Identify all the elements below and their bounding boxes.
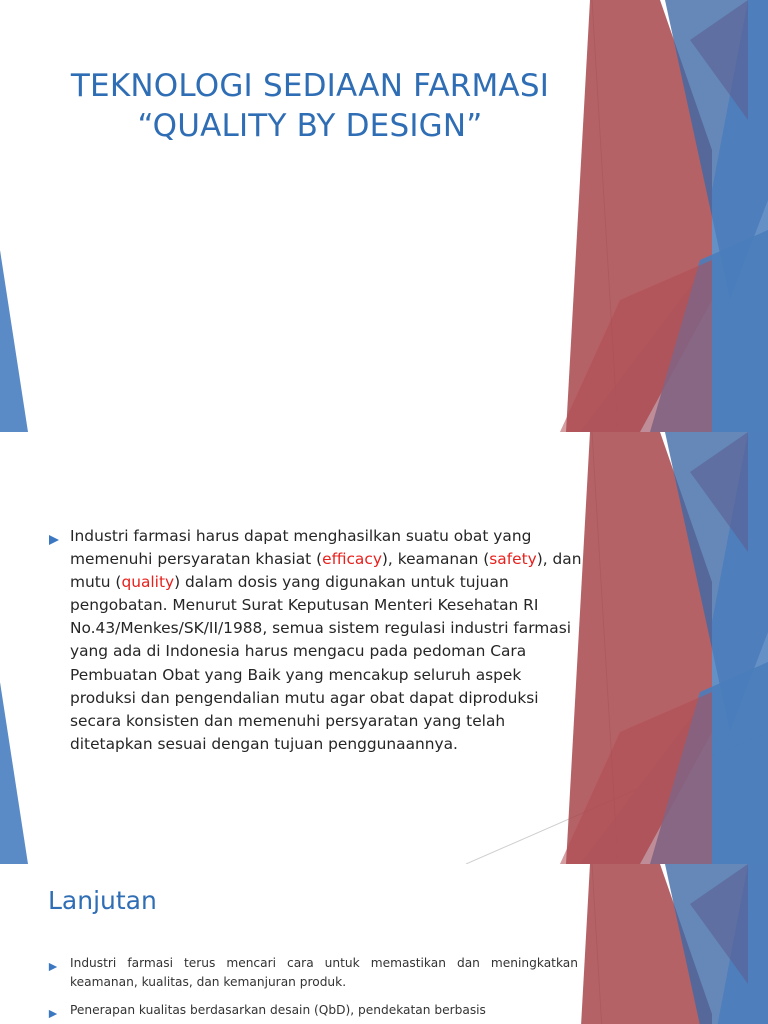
list-item-text: Industri farmasi terus mencari cara untuk memastikan dan meningkatkan keamanan, kualitas, dan kemanjuran produk. bbox=[70, 956, 578, 989]
text-segment: ), dan mutu ( bbox=[70, 550, 582, 592]
text-segment: ) dalam dosis yang digunakan untuk tujuan pengobatan. Menurut Surat Keputusan Menteri Kesehatan RI No.43/Menkes/SK/II/1988, semua sistem regulasi industri farmasi yang ada di Indonesia harus mengacu pada pedoman Cara Pembuatan Obat yang Baik yang mencakup seluruh aspek produksi dan pengendalian mutu agar obat dapat diproduksi secara konsisten dan memenuhi persyaratan yang telah ditetapkan sesuai dengan tujuan penggunaannya. bbox=[70, 573, 571, 753]
decorative-shapes-right bbox=[0, 0, 768, 432]
list-item bbox=[48, 1001, 578, 1023]
title-line-2: “QUALITY BY DESIGN” bbox=[137, 108, 483, 144]
list-item-text: Penerapan kualitas berdasarkan desain (QbD), pendekatan berbasis bbox=[70, 1003, 486, 1017]
slide-title-heading bbox=[40, 66, 580, 146]
bullet-paragraph bbox=[70, 525, 588, 756]
list-item bbox=[48, 954, 578, 992]
slide-heading: Lanjutan bbox=[48, 886, 157, 915]
content-bullet bbox=[48, 525, 588, 756]
title-line-1: TEKNOLOGI SEDIAAN FARMASI bbox=[70, 68, 550, 104]
text-segment: Industri farmasi harus dapat menghasilkan suatu obat yang memenuhi persyaratan khasiat ( bbox=[70, 527, 532, 569]
slide-lanjutan bbox=[0, 864, 768, 1024]
bullet-triangle-icon bbox=[48, 525, 70, 550]
bullet-triangle-icon bbox=[48, 1001, 70, 1023]
bullet-triangle-icon bbox=[48, 954, 70, 976]
highlight-efficacy: efficacy bbox=[322, 550, 382, 569]
highlight-quality: quality bbox=[121, 573, 175, 592]
highlight-safety: safety bbox=[489, 550, 537, 569]
slide-content bbox=[0, 432, 768, 864]
text-segment: ), keamanan ( bbox=[381, 550, 490, 569]
slide-title bbox=[0, 0, 768, 432]
